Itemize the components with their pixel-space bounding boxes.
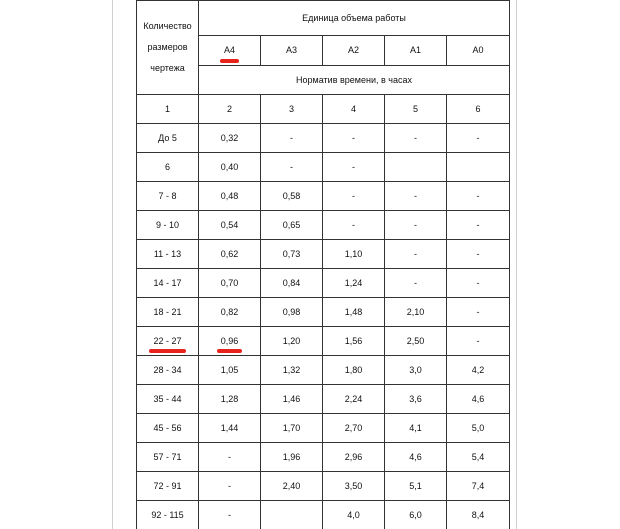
table-row bbox=[137, 153, 510, 182]
norm-value-cell: - bbox=[323, 153, 385, 182]
norm-value-cell: 2,40 bbox=[261, 472, 323, 501]
norm-value-cell: - bbox=[447, 298, 510, 327]
size-count-cell: 45 - 56 bbox=[137, 414, 199, 443]
norm-value-cell: 1,44 bbox=[199, 414, 261, 443]
norm-value-cell: 2,50 bbox=[385, 327, 447, 356]
table-row bbox=[137, 211, 510, 240]
norm-value-cell: 0,70 bbox=[199, 269, 261, 298]
norm-value-cell: - bbox=[447, 124, 510, 153]
norm-value-cell: - bbox=[199, 472, 261, 501]
norm-value-cell: - bbox=[447, 269, 510, 298]
size-header-a4 bbox=[199, 36, 261, 66]
norm-value-cell: 2,24 bbox=[323, 385, 385, 414]
red-underline-mark bbox=[220, 59, 239, 63]
norm-value-cell: 1,46 bbox=[261, 385, 323, 414]
row-header-label-line: Количество bbox=[143, 21, 192, 31]
norm-value-cell: 4,2 bbox=[447, 356, 510, 385]
norm-value-cell bbox=[199, 327, 261, 356]
size-count-cell: До 5 bbox=[137, 124, 199, 153]
page-border-left bbox=[112, 0, 113, 529]
size-count-cell: 6 bbox=[137, 153, 199, 182]
table-row bbox=[137, 240, 510, 269]
norm-value-cell: 0,65 bbox=[261, 211, 323, 240]
norm-value-cell: - bbox=[385, 211, 447, 240]
norm-value-cell: 4,6 bbox=[447, 385, 510, 414]
norm-value-cell: 0,40 bbox=[199, 153, 261, 182]
norm-value-cell bbox=[447, 153, 510, 182]
column-number: 2 bbox=[199, 95, 261, 124]
size-count-cell: 14 - 17 bbox=[137, 269, 199, 298]
norm-value-cell: 7,4 bbox=[447, 472, 510, 501]
norm-value-cell: 1,70 bbox=[261, 414, 323, 443]
size-count-cell: 72 - 91 bbox=[137, 472, 199, 501]
size-header-a1: А1 bbox=[385, 36, 447, 66]
red-underline-mark bbox=[149, 349, 185, 353]
time-norms-table bbox=[136, 0, 510, 529]
norm-value-cell: - bbox=[261, 153, 323, 182]
norm-value-cell: - bbox=[385, 269, 447, 298]
row-header-label-line: чертежа bbox=[150, 63, 185, 73]
size-label-highlighted bbox=[224, 45, 235, 55]
table-row bbox=[137, 356, 510, 385]
norm-value-cell: - bbox=[323, 211, 385, 240]
norm-value-cell: 0,98 bbox=[261, 298, 323, 327]
table-row bbox=[137, 327, 510, 356]
norm-value-cell: 1,32 bbox=[261, 356, 323, 385]
norm-value-cell bbox=[385, 153, 447, 182]
norm-value-cell: - bbox=[199, 443, 261, 472]
norm-value-cell: - bbox=[447, 211, 510, 240]
norm-value-cell: 5,4 bbox=[447, 443, 510, 472]
norm-value-cell: - bbox=[261, 124, 323, 153]
norm-value-cell: 5,1 bbox=[385, 472, 447, 501]
size-header-a2: А2 bbox=[323, 36, 385, 66]
norm-value-cell: 8,4 bbox=[447, 501, 510, 529]
table-row bbox=[137, 269, 510, 298]
size-count-cell: 57 - 71 bbox=[137, 443, 199, 472]
column-number: 5 bbox=[385, 95, 447, 124]
table-row bbox=[137, 443, 510, 472]
size-label: А4 bbox=[223, 45, 235, 56]
norm-value-cell: 3,50 bbox=[323, 472, 385, 501]
norm-value-cell: 4,0 bbox=[323, 501, 385, 529]
red-underline-mark bbox=[217, 349, 243, 353]
size-count-cell: 9 - 10 bbox=[137, 211, 199, 240]
norm-value-cell: 4,6 bbox=[385, 443, 447, 472]
size-count-cell: 28 - 34 bbox=[137, 356, 199, 385]
header-row-unit bbox=[137, 1, 510, 36]
size-header-a0: А0 bbox=[447, 36, 510, 66]
norm-value-cell: 0,84 bbox=[261, 269, 323, 298]
norm-value-cell: 0,58 bbox=[261, 182, 323, 211]
cell-text: 22 - 27 bbox=[153, 335, 182, 346]
table-row bbox=[137, 501, 510, 529]
table-row bbox=[137, 414, 510, 443]
norm-value-cell: - bbox=[385, 124, 447, 153]
norm-value-cell: 0,73 bbox=[261, 240, 323, 269]
norm-value-cell: 1,05 bbox=[199, 356, 261, 385]
norm-value-cell: - bbox=[385, 182, 447, 211]
norm-value-cell: 2,70 bbox=[323, 414, 385, 443]
norm-header: Норматив времени, в часах bbox=[199, 66, 510, 95]
size-count-cell bbox=[137, 327, 199, 356]
norm-value-cell: 1,96 bbox=[261, 443, 323, 472]
norm-value-cell: 1,56 bbox=[323, 327, 385, 356]
size-count-cell: 18 - 21 bbox=[137, 298, 199, 327]
norm-value-cell: 1,10 bbox=[323, 240, 385, 269]
norm-value-cell: 0,82 bbox=[199, 298, 261, 327]
size-count-cell: 11 - 13 bbox=[137, 240, 199, 269]
norm-value-cell: 3,6 bbox=[385, 385, 447, 414]
norm-value-cell: - bbox=[447, 182, 510, 211]
norm-value-cell: 1,24 bbox=[323, 269, 385, 298]
size-header-a3: А3 bbox=[261, 36, 323, 66]
norm-value-cell: 2,96 bbox=[323, 443, 385, 472]
page-border-right bbox=[516, 0, 517, 529]
table-row bbox=[137, 182, 510, 211]
norm-value-cell: - bbox=[447, 327, 510, 356]
norm-value-cell: 1,28 bbox=[199, 385, 261, 414]
norm-value-cell: 1,80 bbox=[323, 356, 385, 385]
size-count-cell: 35 - 44 bbox=[137, 385, 199, 414]
cell-text: 0,96 bbox=[220, 335, 239, 346]
norm-value-cell bbox=[261, 501, 323, 529]
norm-value-cell: 4,1 bbox=[385, 414, 447, 443]
column-number-row bbox=[137, 95, 510, 124]
norm-value-cell: 0,48 bbox=[199, 182, 261, 211]
norm-value-cell: - bbox=[323, 124, 385, 153]
column-number: 6 bbox=[447, 95, 510, 124]
table-row bbox=[137, 472, 510, 501]
norm-value-cell: - bbox=[199, 501, 261, 529]
table-row bbox=[137, 385, 510, 414]
norm-value-cell: 6,0 bbox=[385, 501, 447, 529]
table-row bbox=[137, 298, 510, 327]
norm-value-cell: 0,32 bbox=[199, 124, 261, 153]
norm-value-cell: 0,62 bbox=[199, 240, 261, 269]
column-number: 4 bbox=[323, 95, 385, 124]
norm-value-cell: 0,54 bbox=[199, 211, 261, 240]
row-header-label-line: размеров bbox=[147, 42, 188, 52]
column-number: 3 bbox=[261, 95, 323, 124]
norm-value-cell: - bbox=[323, 182, 385, 211]
norm-value-cell: 1,20 bbox=[261, 327, 323, 356]
norm-value-cell: 5,0 bbox=[447, 414, 510, 443]
norm-value-cell: - bbox=[385, 240, 447, 269]
highlighted-value bbox=[221, 336, 239, 346]
unit-header: Единица объема работы bbox=[199, 1, 510, 36]
row-header-label bbox=[137, 1, 199, 95]
table-row bbox=[137, 124, 510, 153]
norm-value-cell: 2,10 bbox=[385, 298, 447, 327]
highlighted-value bbox=[153, 336, 181, 346]
norm-value-cell: - bbox=[447, 240, 510, 269]
column-number: 1 bbox=[137, 95, 199, 124]
norm-value-cell: 3,0 bbox=[385, 356, 447, 385]
size-count-cell: 92 - 115 bbox=[137, 501, 199, 529]
norm-value-cell: 1,48 bbox=[323, 298, 385, 327]
size-count-cell: 7 - 8 bbox=[137, 182, 199, 211]
